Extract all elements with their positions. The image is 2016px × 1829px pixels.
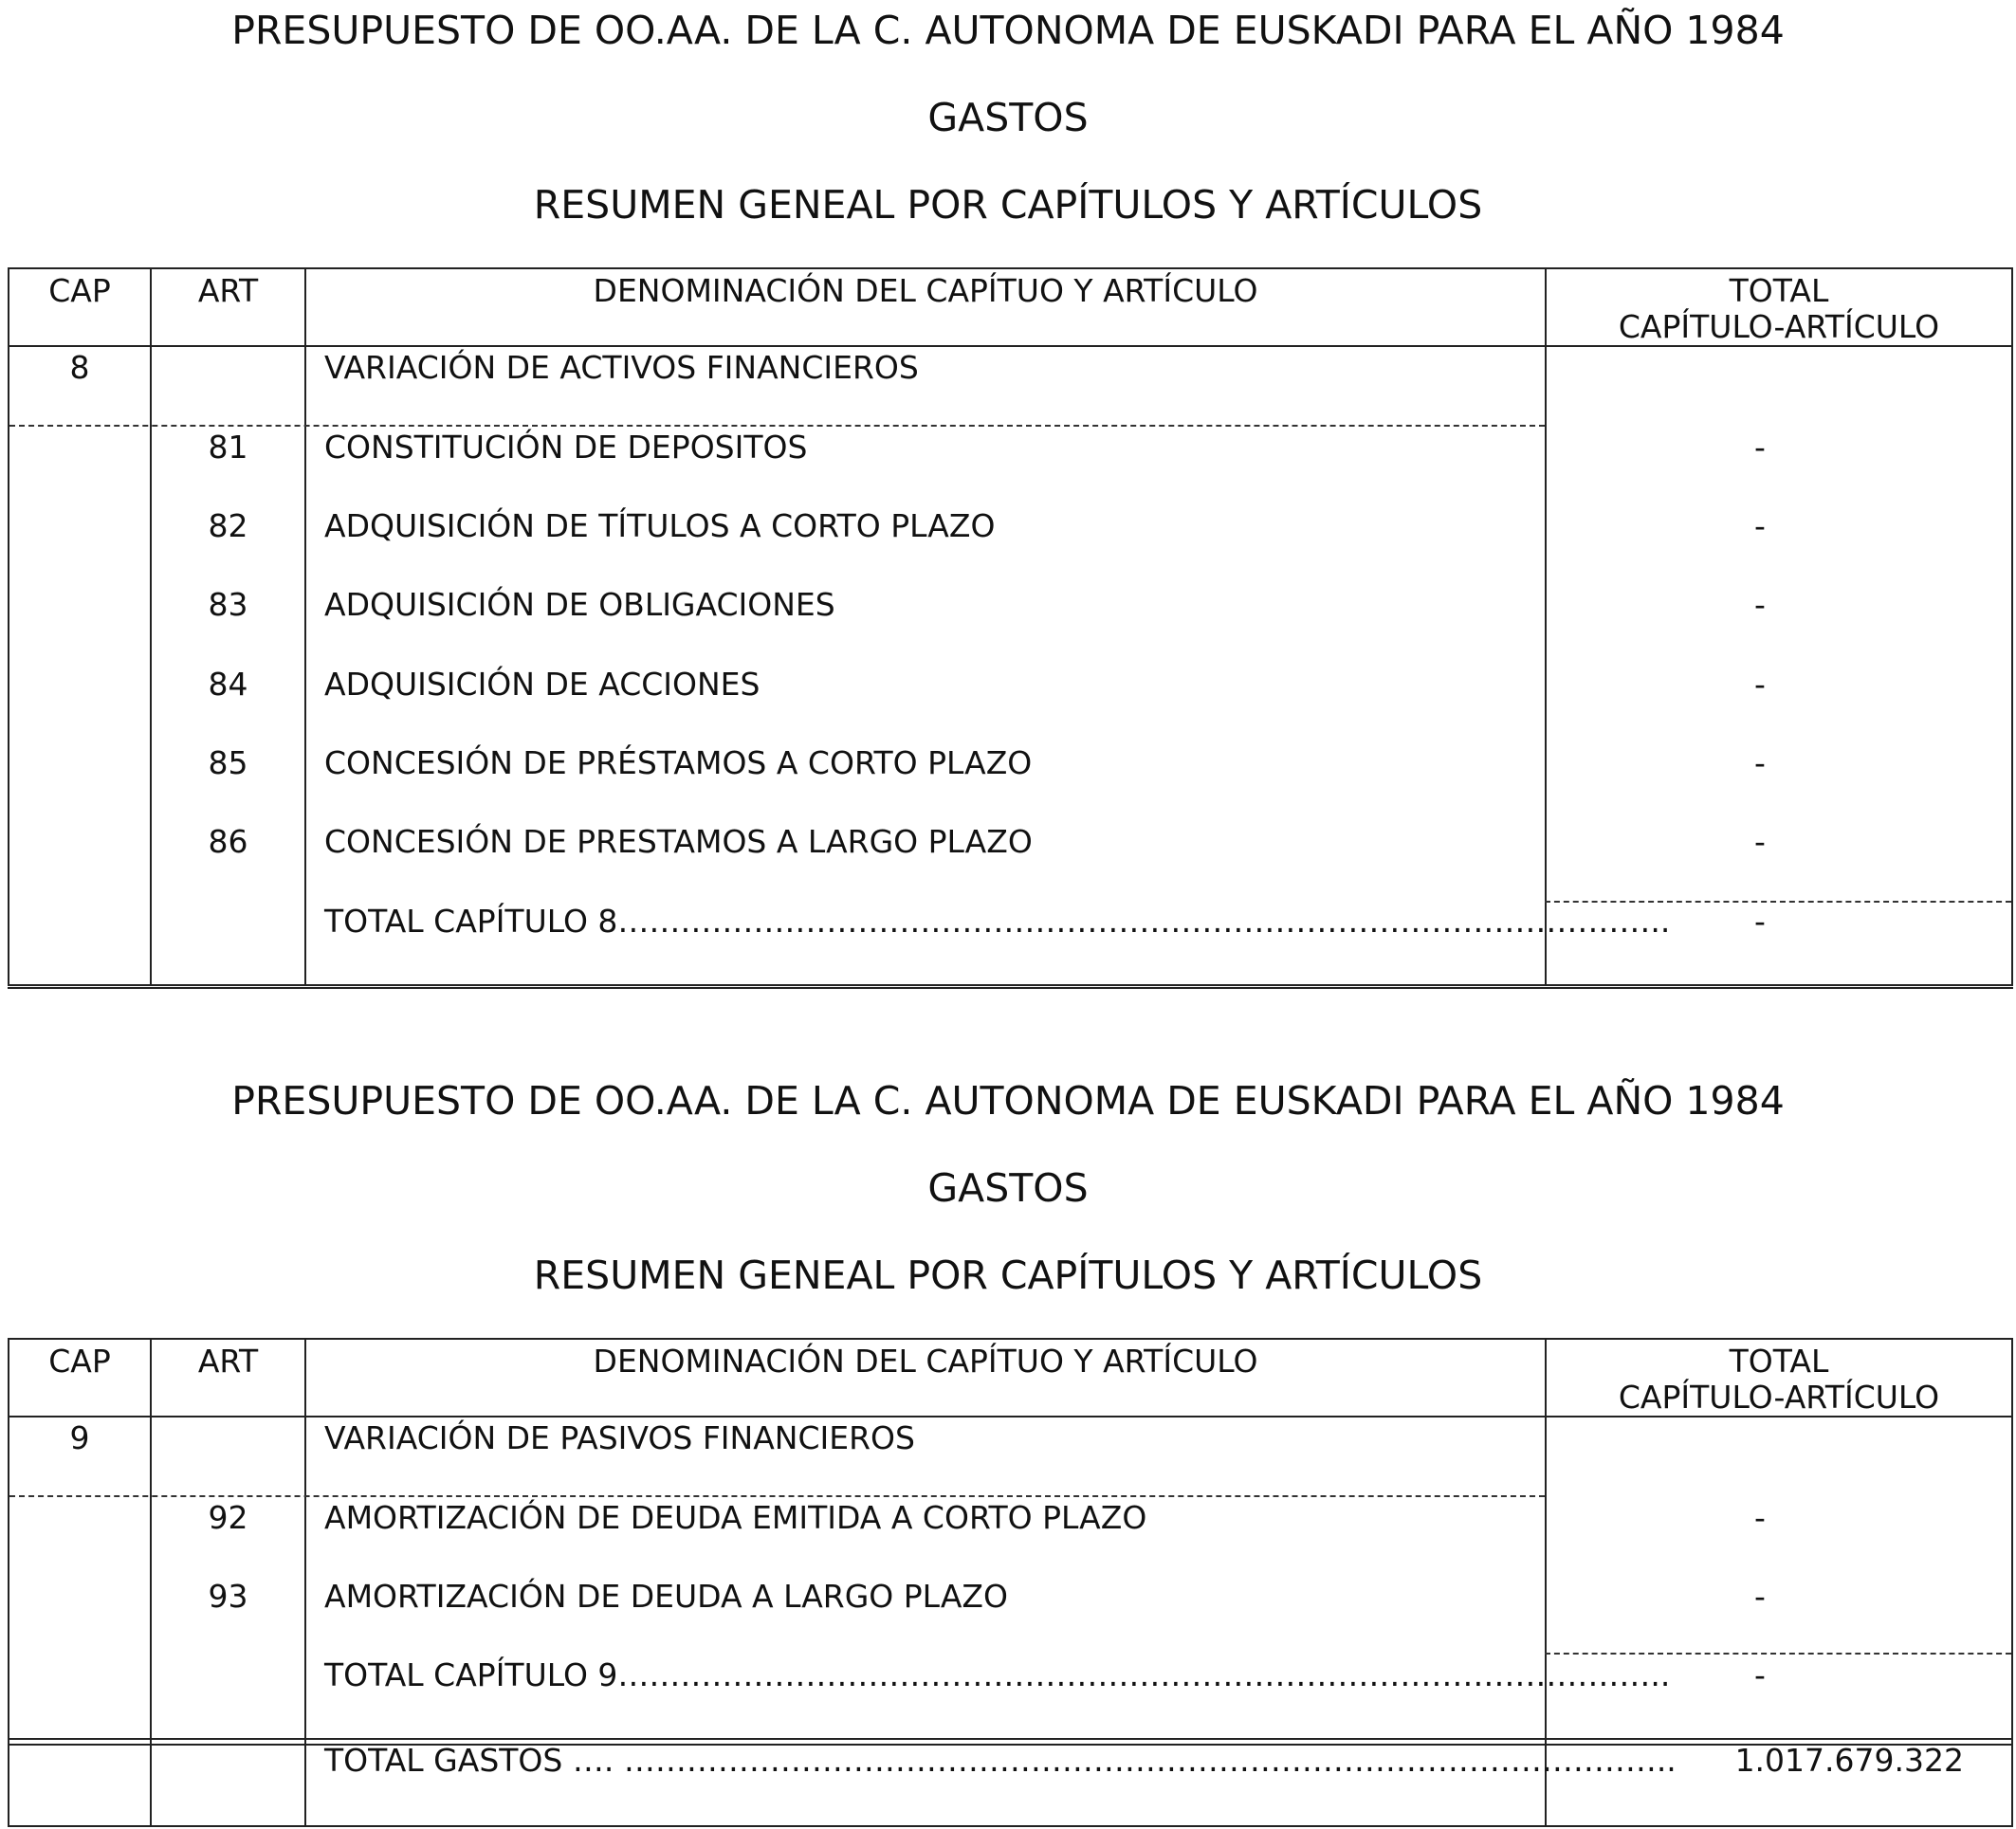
article-name: AMORTIZACIÓN DE DEUDA A LARGO PLAZO <box>324 1578 1008 1615</box>
chapter-name: VARIACIÓN DE PASIVOS FINANCIEROS <box>324 1419 915 1456</box>
column-divider <box>304 1340 306 1825</box>
header-art: ART <box>197 1343 259 1380</box>
budget-table-chapter-8 <box>8 267 2013 986</box>
chapter-total-value: - <box>1754 1656 1766 1693</box>
document-title: PRESUPUESTO DE OO.AA. DE LA C. AUTONOMA DE EUSKADI PARA EL AÑO 1984 <box>231 1078 1785 1124</box>
article-number: 84 <box>208 666 248 703</box>
column-divider <box>150 269 152 984</box>
chapter-number: 9 <box>69 1419 90 1456</box>
chapter-name: VARIACIÓN DE ACTIVOS FINANCIEROS <box>324 349 919 386</box>
article-number: 83 <box>208 586 248 623</box>
grand-total-value: 1.017.679.322 <box>1734 1742 1964 1779</box>
chapter-total-value: - <box>1754 903 1766 940</box>
article-name: CONCESIÓN DE PRÉSTAMOS A CORTO PLAZO <box>324 744 1033 781</box>
total-dashed-separator <box>1545 1653 2011 1655</box>
article-name: AMORTIZACIÓN DE DEUDA EMITIDA A CORTO PLAZO <box>324 1499 1147 1536</box>
document-title: PRESUPUESTO DE OO.AA. DE LA C. AUTONOMA DE EUSKADI PARA EL AÑO 1984 <box>231 8 1785 53</box>
article-total: - <box>1754 1578 1766 1615</box>
header-divider <box>9 345 2011 347</box>
column-divider <box>1545 269 1547 984</box>
article-number: 92 <box>208 1499 248 1536</box>
article-name: CONSTITUCIÓN DE DEPOSITOS <box>324 429 808 466</box>
article-total: - <box>1754 429 1766 466</box>
article-total: - <box>1754 666 1766 703</box>
article-total: - <box>1754 744 1766 781</box>
article-number: 81 <box>208 429 248 466</box>
article-name: ADQUISICIÓN DE TÍTULOS A CORTO PLAZO <box>324 507 996 544</box>
header-total-line1: TOTAL <box>1729 272 1829 309</box>
article-total: - <box>1754 586 1766 623</box>
grand-total-rule <box>9 1738 2011 1740</box>
chapter-total-label: TOTAL CAPÍTULO 8……………………………………………………………………………………….. <box>324 903 1671 940</box>
section-subheading: RESUMEN GENEAL POR CAPÍTULOS Y ARTÍCULOS <box>533 182 1483 228</box>
header-divider <box>9 1416 2011 1417</box>
section-heading-gastos: GASTOS <box>927 95 1089 140</box>
header-total-line1: TOTAL <box>1729 1343 1829 1380</box>
section-subheading: RESUMEN GENEAL POR CAPÍTULOS Y ARTÍCULOS <box>533 1253 1483 1298</box>
section-heading-gastos: GASTOS <box>927 1165 1089 1211</box>
column-divider <box>304 269 306 984</box>
article-name: ADQUISICIÓN DE ACCIONES <box>324 666 761 703</box>
article-number: 82 <box>208 507 248 544</box>
article-total: - <box>1754 823 1766 860</box>
article-name: CONCESIÓN DE PRESTAMOS A LARGO PLAZO <box>324 823 1033 860</box>
article-total: - <box>1754 1499 1766 1536</box>
header-art: ART <box>197 272 259 309</box>
table-double-rule <box>8 987 2013 989</box>
chapter-number: 8 <box>69 349 90 386</box>
header-cap: CAP <box>48 272 111 309</box>
article-name: ADQUISICIÓN DE OBLIGACIONES <box>324 586 835 623</box>
header-cap: CAP <box>48 1343 111 1380</box>
chapter-dashed-separator <box>9 425 1545 427</box>
article-total: - <box>1754 507 1766 544</box>
header-denominacion: DENOMINACIÓN DEL CAPÍTUO Y ARTÍCULO <box>593 272 1258 309</box>
chapter-dashed-separator <box>9 1495 1545 1497</box>
header-total-line2: CAPÍTULO-ARTÍCULO <box>1618 1379 1940 1416</box>
article-number: 86 <box>208 823 248 860</box>
header-total-line2: CAPÍTULO-ARTÍCULO <box>1618 308 1940 345</box>
chapter-total-label: TOTAL CAPÍTULO 9……………………………………………………………………………………….. <box>324 1656 1671 1693</box>
grand-total-label: TOTAL GASTOS …. ……………………………………………………………………………………….. <box>324 1742 1677 1779</box>
article-number: 93 <box>208 1578 248 1615</box>
header-denominacion: DENOMINACIÓN DEL CAPÍTUO Y ARTÍCULO <box>593 1343 1258 1380</box>
budget-table-chapter-9 <box>8 1338 2013 1827</box>
article-number: 85 <box>208 744 248 781</box>
